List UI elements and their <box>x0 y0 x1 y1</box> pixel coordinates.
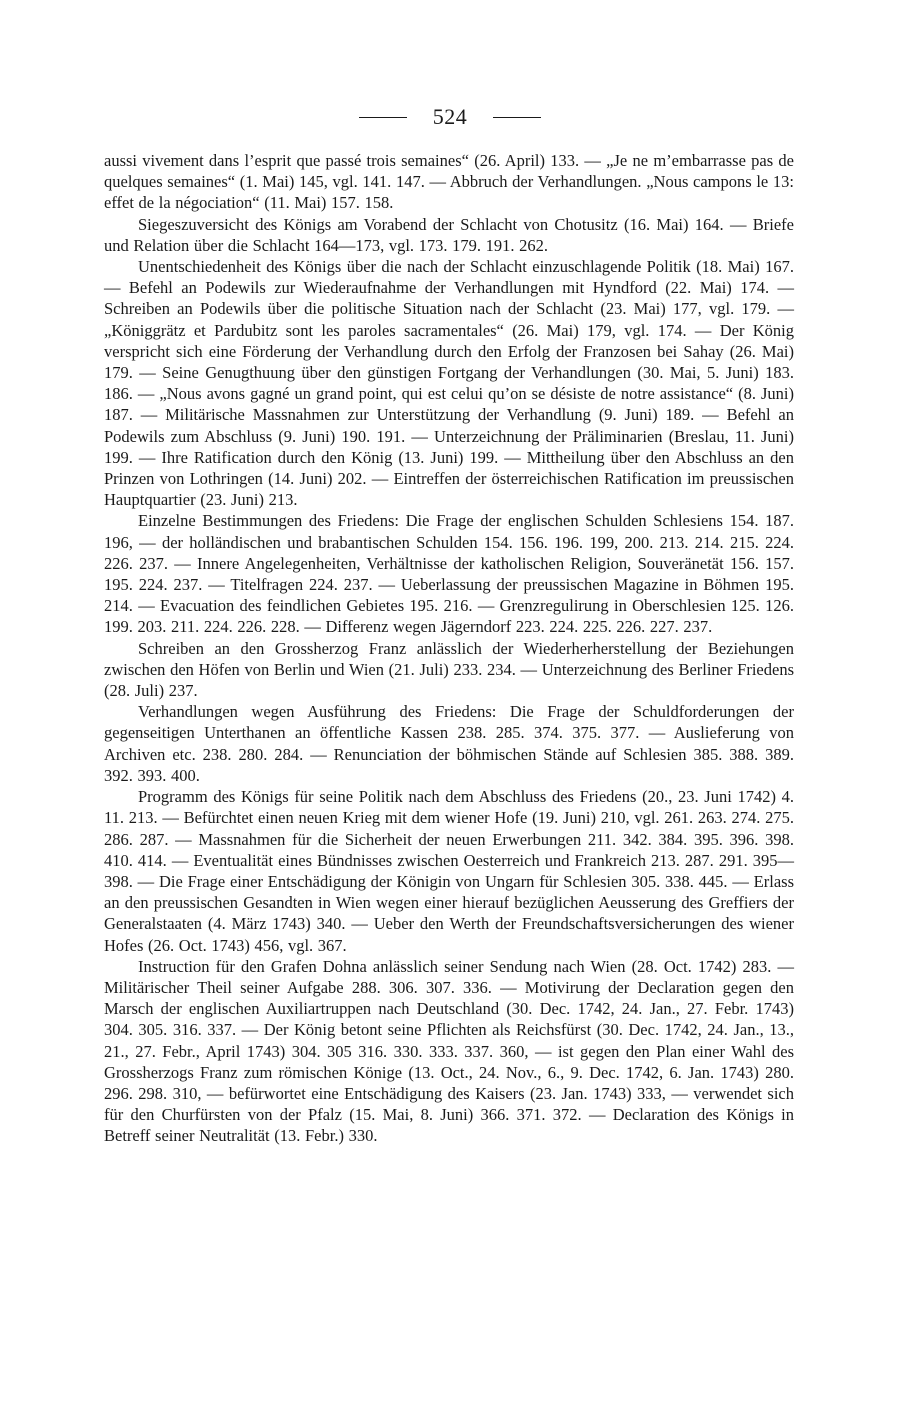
text-body <box>104 150 794 1147</box>
page-header <box>0 104 900 130</box>
paragraph-continuation: aussi vivement dans l’esprit que passé trois semaines“ (26. April) 133. — „Je ne m’embarrasse pas de quelques semaines“ (1. Mai) 145, vgl. 141. 147. — Abbruch der Verhandlungen. „Nous campons le 13: effet de la négociation“ (11. Mai) 157. 158. <box>104 151 794 213</box>
paragraph-kings-program: Programm des Königs für seine Politik nach dem Abschluss des Friedens (20., 23. Juni 1742) 4. 11. 213. — Befürchtet einen neuen Krieg mit dem wiener Hofe (19. Juni) 210, vgl. 261. 263. 274. 275. 286. 287. — Massnahmen für die Sicherheit der neuen Erwerbungen 211. 342. 384. 395. 396. 398. 410. 414. — Eventualität eines Bündnisses zwischen Oesterreich und Frankreich 213. 287. 291. 395—398. — Die Frage einer Entschädigung der Königin von Ungarn für Schlesien 305. 338. 445. — Erlass an den preussischen Gesandten in Wien wegen einer hierauf bezüglichen Aeusserung des Greffiers der Generalstaaten (4. März 1743) 340. — Ueber den Werth der Freundschaftsversicherungen des wiener Hofes (26. Oct. 1743) 456, vgl. 367. <box>104 787 794 955</box>
paragraph-dohna-instruction: Instruction für den Grafen Dohna anlässlich seiner Sendung nach Wien (28. Oct. 1742) 283. — Militärischer Theil seiner Aufgabe 288. 306. 307. 336. — Motivirung der Declaration gegen den Marsch der englischen Auxiliartruppen nach Deutschland (30. Dec. 1742, 24. Jan., 27. Febr. 1743) 304. 305. 316. 337. — Der König betont seine Pflichten als Reichsfürst (30. Dec. 1742, 24. Jan., 13., 21., 27. Febr., April 1743) 304. 305 316. 330. 333. 337. 360, — ist gegen den Plan einer Wahl des Grossherzogs Franz zum römischen Könige (13. Oct., 24. Nov., 6., 9. Dec. 1742, 6. Jan. 1743) 280. 296. 298. 310, — befürwortet eine Entschädigung des Kaisers (23. Jan. 1743) 333, — verwendet sich für den Churfürsten von der Pfalz (15. Mai, 8. Juni) 366. 371. 372. — Declaration des Königs in Betreff seiner Neutralität (13. Febr.) 330. <box>104 956 794 1146</box>
paragraph-grand-duke-letter: Schreiben an den Grossherzog Franz anlässlich der Wiederherherstellung der Beziehungen zwischen den Höfen von Berlin und Wien (21. Juli) 233. 234. — Unterzeichnung des Berliner Friedens (28. Juli) 237. <box>104 638 794 701</box>
page-number: 524 <box>432 104 468 129</box>
paragraph-execution-negotiations: Verhandlungen wegen Ausführung des Friedens: Die Frage der Schuldforderungen der gegenseitigen Unterthanen an öffentliche Kassen 238. 285. 374. 375. 377. — Auslieferung von Archiven etc. 238. 280. 284. — Renunciation der böhmischen Stände auf Schlesien 385. 388. 389. 392. 393. 400. <box>104 702 794 785</box>
paragraph-peace-terms: Einzelne Bestimmungen des Friedens: Die Frage der englischen Schulden Schlesiens 154. 187. 196, — der holländischen und brabantischen Schulden 154. 156. 196. 199, 200. 213. 214. 215. 224. 226. 237. — Innere Angelegenheiten, Verhältnisse der katholischen Religion, Souveränetät 156. 157. 195. 224. 237. — Titelfragen 224. 237. — Ueberlassung der preussischen Magazine in Böhmen 195. 214. — Evacuation des feindlichen Gebietes 195. 216. — Grenzregulirung in Oberschlesien 125. 126. 199. 203. 211. 224. 226. 228. — Differenz wegen Jägerndorf 223. 224. 225. 226. 227. 237. <box>104 511 794 637</box>
header-rule-left <box>359 117 407 118</box>
paragraph-undecided-policy: Unentschiedenheit des Königs über die nach der Schlacht einzuschlagende Politik (18. Mai) 167. — Befehl an Podewils zur Wiederaufnahme der Verhandlungen mit Hyndford (22. Mai) 174. — Schreiben an Podewils über die politische Situation nach der Schlacht (23. Mai) 177, vgl. 179. — „Königgrätz et Pardubitz sont les paroles sacramentales“ (26. Mai) 179, vgl. 174. — Der König verspricht sich eine Förderung der Verhandlung durch den Erfolg der Franzosen bei Sahay (26. Mai) 179. — Seine Genugthuung über den günstigen Fortgang der Verhandlungen (30. Mai, 5. Juni) 183. 186. — „Nous avons gagné un grand point, qui est celui qu’on se désiste de notre assistance“ (8. Juni) 187. — Militärische Massnahmen zur Unterstützung der Verhandlung (9. Juni) 189. — Befehl an Podewils zum Abschluss (9. Juni) 190. 191. — Unterzeichnung der Präliminarien (Breslau, 11. Juni) 199. — Ihre Ratification durch den König (13. Juni) 199. — Mittheilung über den Abschluss an den Prinzen von Lothringen (14. Juni) 202. — Eintreffen der österreichischen Ratification im preussischen Hauptquartier (23. Juni) 213. <box>104 257 794 510</box>
header-rule-right <box>493 117 541 118</box>
paragraph-chotusitz: Siegeszuversicht des Königs am Vorabend der Schlacht von Chotusitz (16. Mai) 164. — Briefe und Relation über die Schlacht 164—173, vgl. 173. 179. 191. 262. <box>104 214 794 255</box>
